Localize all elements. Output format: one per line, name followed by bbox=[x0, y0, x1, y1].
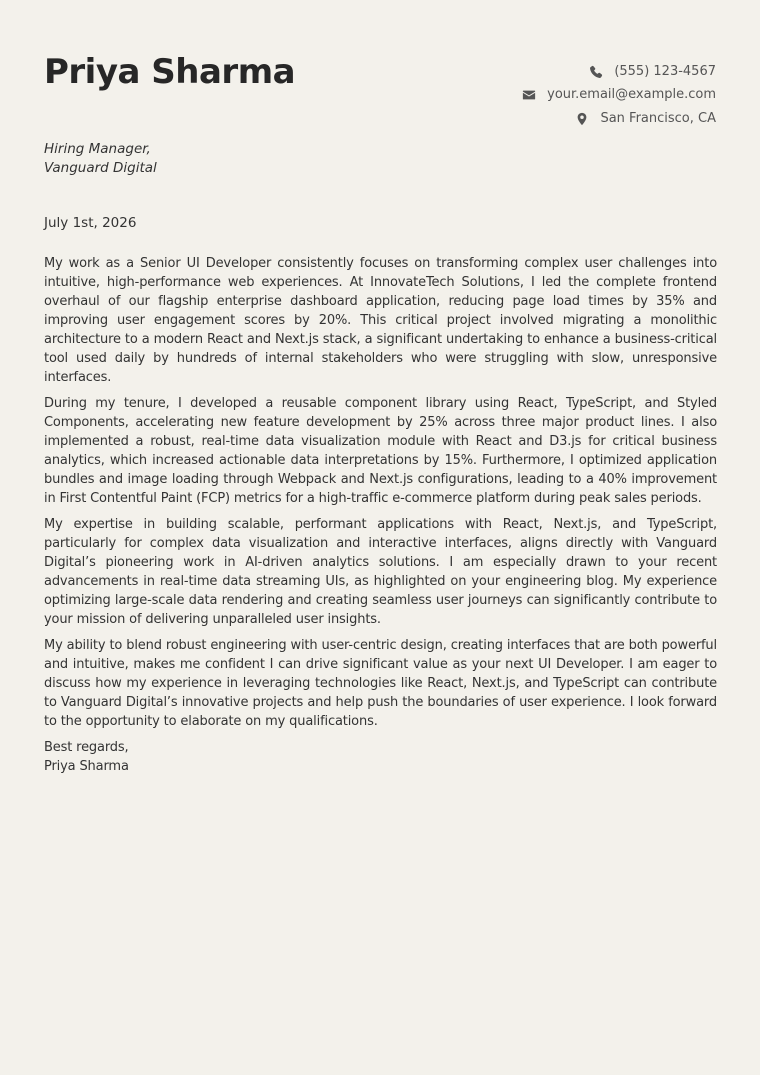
phone-number: (555) 123-4567 bbox=[614, 63, 716, 79]
body-paragraph: My ability to blend robust engineering with user-centric design, creating interfaces that are both powerful and intuitive, makes me confident I can drive significant value as your next UI Developer. I am eager to discuss how my experience in leveraging technologies like React, Next.js, and TypeScript can contribute to Vanguard Digital’s innovative projects and help push the boundaries of user experience. I look forward to the opportunity to elaborate on my qualifications. bbox=[44, 638, 717, 729]
letter-date: July 1st, 2026 bbox=[44, 215, 137, 231]
recipient-company: Vanguard Digital bbox=[44, 160, 157, 176]
contact-phone bbox=[522, 60, 716, 84]
applicant-name: Priya Sharma bbox=[44, 52, 296, 92]
recipient-block bbox=[44, 140, 157, 178]
letter-body bbox=[44, 254, 717, 776]
email-address[interactable]: your.email@example.com bbox=[547, 87, 716, 103]
closing-signature: Priya Sharma bbox=[44, 759, 129, 774]
body-paragraph: During my tenure, I developed a reusable component library using React, TypeScript, and Styled Components, accelerating new feature development by 25% across three major product lines. I also implemented a robust, real-time data visualization module with React and D3.js for critical business analytics, which increased actionable data interpretations by 15%. Furthermore, I optimized application bundles and image loading through Webpack and Next.js configurations, leading to a 40% improvement in First Contentful Paint (FCP) metrics for a high-traffic e-commerce platform during peak sales periods. bbox=[44, 396, 717, 506]
envelope-icon bbox=[522, 88, 536, 102]
map-pin-icon bbox=[575, 112, 589, 126]
contact-email bbox=[522, 84, 716, 108]
closing-salutation: Best regards, bbox=[44, 740, 129, 755]
recipient-title: Hiring Manager, bbox=[44, 141, 151, 157]
body-paragraph: My expertise in building scalable, performant applications with React, Next.js, and TypeScript, particularly for complex data visualization and interactive interfaces, aligns directly with Vanguard Digital’s pioneering work in AI-driven analytics solutions. I am especially drawn to your recent advancements in real-time data streaming UIs, as highlighted on your engineering blog. My experience optimizing large-scale data rendering and creating seamless user journeys can significantly contribute to your mission of delivering unparalleled user insights. bbox=[44, 517, 717, 627]
phone-icon bbox=[589, 65, 603, 79]
location-text: San Francisco, CA bbox=[600, 110, 716, 126]
contact-location bbox=[522, 107, 716, 131]
contact-block bbox=[522, 60, 716, 131]
body-paragraph: My work as a Senior UI Developer consistently focuses on transforming complex user challenges into intuitive, high-performance web experiences. At InnovateTech Solutions, I led the complete frontend overhaul of our flagship enterprise dashboard application, reducing page load times by 35% and improving user engagement scores by 20%. This critical project involved migrating a monolithic architecture to a modern React and Next.js stack, a significant undertaking to enhance a business-critical tool used daily by hundreds of internal stakeholders who were struggling with slow, unresponsive interfaces. bbox=[44, 256, 717, 385]
closing-block bbox=[44, 738, 717, 776]
